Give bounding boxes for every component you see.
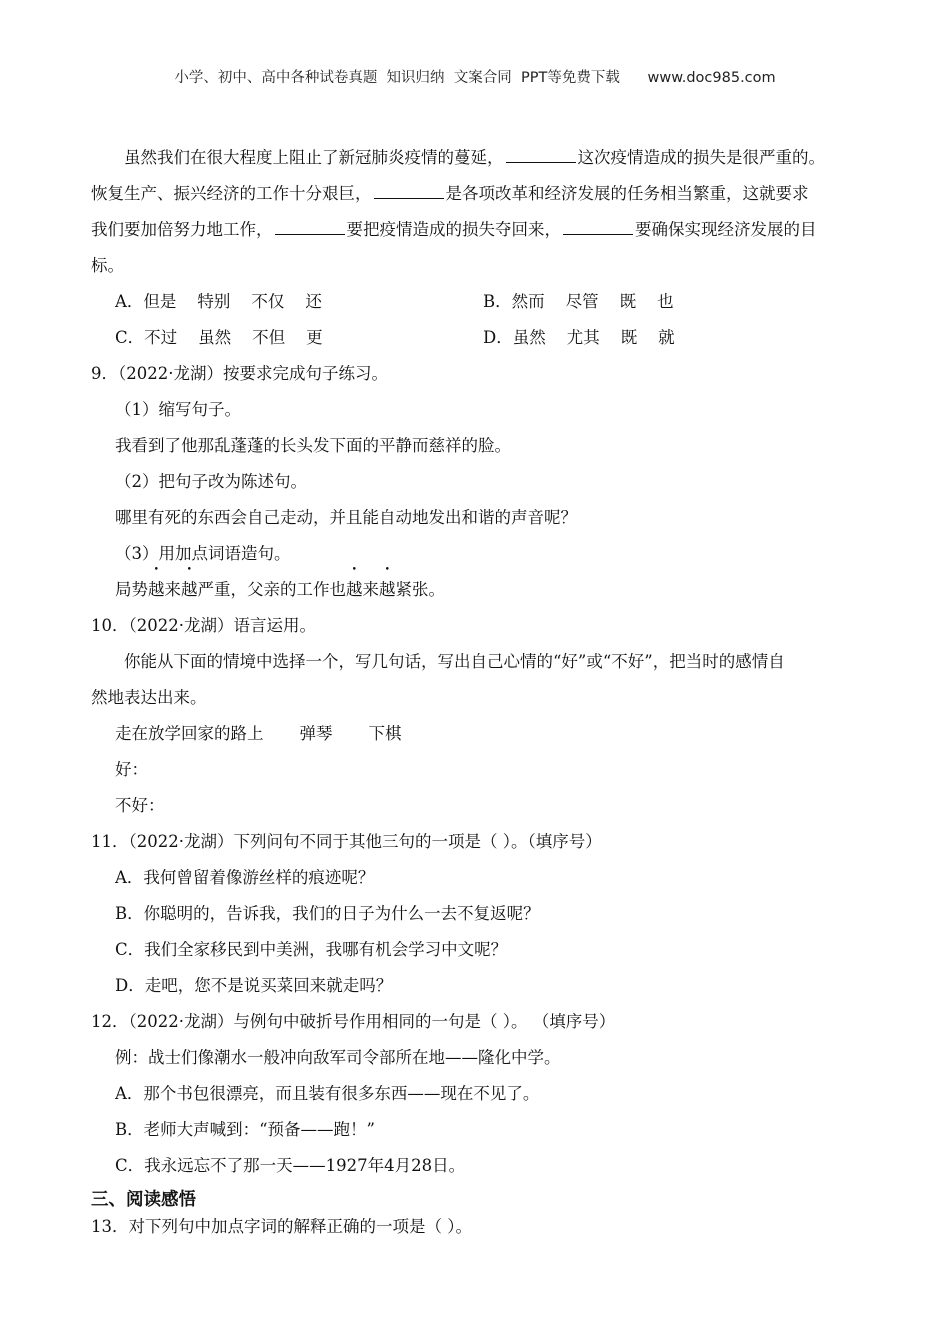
q11-option-b[interactable]: B．你聪明的，告诉我，我们的日子为什么一去不复返呢？ xyxy=(115,904,540,923)
q10-prompt-line-1: 你能从下面的情境中选择一个，写几句话，写出自己心情的“好”或“不好”，把当时的感情自 xyxy=(124,652,785,671)
q10-title: 10．（2022·龙湖）语言运用。 xyxy=(91,616,316,635)
q12-option-c[interactable]: C．我永远忘不了那一天——1927年4月28日。 xyxy=(115,1156,466,1175)
q10-choice-piano: 弹琴 xyxy=(299,724,333,743)
q10-choices xyxy=(91,716,861,752)
page-header: 小学、初中、高中各种试卷真题 知识归纳 文案合同 PPT等免费下载 www.doc985.com xyxy=(174,70,776,86)
dotted-char: 越 xyxy=(346,580,363,599)
q11-option-c[interactable]: C．我们全家移民到中美洲，我哪有机会学习中文呢？ xyxy=(115,940,508,959)
q10-bad-label: 不好： xyxy=(115,796,165,815)
q9-subtask-3-text: 局势越来越严重，父亲的工作也越来越紧张。 xyxy=(115,580,445,599)
q10-prompt-line-2: 然地表达出来。 xyxy=(91,688,207,707)
q11-option-a[interactable]: A．我何曾留着像游丝样的痕迹呢？ xyxy=(115,868,375,887)
q11-title: 11．（2022·龙湖）下列问句不同于其他三句的一项是（ ）。（填序号） xyxy=(91,832,602,851)
q8-options-row-2 xyxy=(91,320,861,356)
q12-title: 12．（2022·龙湖）与例句中破折号作用相同的一句是（ ）。 （填序号） xyxy=(91,1012,616,1031)
q13-title: 13．对下列句中加点字词的解释正确的一项是（ ）。 xyxy=(91,1217,472,1236)
q10-good-label: 好： xyxy=(115,760,148,779)
q8-passage-line-1: 虽然我们在很大程度上阻止了新冠肺炎疫情的蔓延， 这次疫情造成的损失是很严重的。 xyxy=(124,148,825,167)
q12-option-b[interactable]: B．老师大声喊到：“预备——跑！” xyxy=(115,1120,375,1139)
answer-blank[interactable] xyxy=(506,146,576,163)
q10-choice-chess: 下棋 xyxy=(368,724,402,743)
answer-blank[interactable] xyxy=(563,218,633,235)
answer-blank[interactable] xyxy=(275,218,345,235)
q11-option-d[interactable]: D．走吧，您不是说买菜回来就走吗？ xyxy=(115,976,393,995)
q9-subtask-2: （2）把句子改为陈述句。 xyxy=(115,472,307,491)
q8-option-b[interactable]: B．然而 尽管 既 也 xyxy=(483,292,674,311)
q9-subtask-3: （3）用加点词语造句。 xyxy=(115,544,291,563)
q8-passage-line-3: 我们要加倍努力地工作， 要把疫情造成的损失夺回来， 要确保实现经济发展的目 xyxy=(91,220,817,239)
dotted-char: 越 xyxy=(379,580,396,599)
dotted-char: 越 xyxy=(148,580,165,599)
answer-blank[interactable] xyxy=(374,182,444,199)
q12-example: 例：战士们像潮水一般冲向敌军司令部所在地——隆化中学。 xyxy=(115,1048,561,1067)
q8-passage-line-4: 标。 xyxy=(91,256,124,275)
q9-subtask-1: （1）缩写句子。 xyxy=(115,400,241,419)
q9-subtask-2-text: 哪里有死的东西会自己走动，并且能自动地发出和谐的声音呢？ xyxy=(115,508,577,527)
q8-option-a[interactable]: A．但是 特别 不仅 还 xyxy=(115,292,322,311)
q9-title: 9．（2022·龙湖）按要求完成句子练习。 xyxy=(91,364,388,383)
q10-choice-walk-home: 走在放学回家的路上 xyxy=(115,724,264,743)
q8-option-c[interactable]: C．不过 虽然 不但 更 xyxy=(115,328,323,347)
section-title-reading: 三、阅读感悟 xyxy=(91,1190,196,1210)
q9-subtask-1-text: 我看到了他那乱蓬蓬的长头发下面的平静而慈祥的脸。 xyxy=(115,436,511,455)
q8-option-d[interactable]: D．虽然 尤其 既 就 xyxy=(483,328,675,347)
q8-passage-line-2: 恢复生产、振兴经济的工作十分艰巨， 是各项改革和经济发展的任务相当繁重，这就要求 xyxy=(91,184,809,203)
dotted-char: 越 xyxy=(181,580,198,599)
q8-options-row-1 xyxy=(91,284,861,320)
document-body xyxy=(91,140,861,1242)
q12-option-a[interactable]: A．那个书包很漂亮，而且装有很多东西——现在不见了。 xyxy=(115,1084,540,1103)
